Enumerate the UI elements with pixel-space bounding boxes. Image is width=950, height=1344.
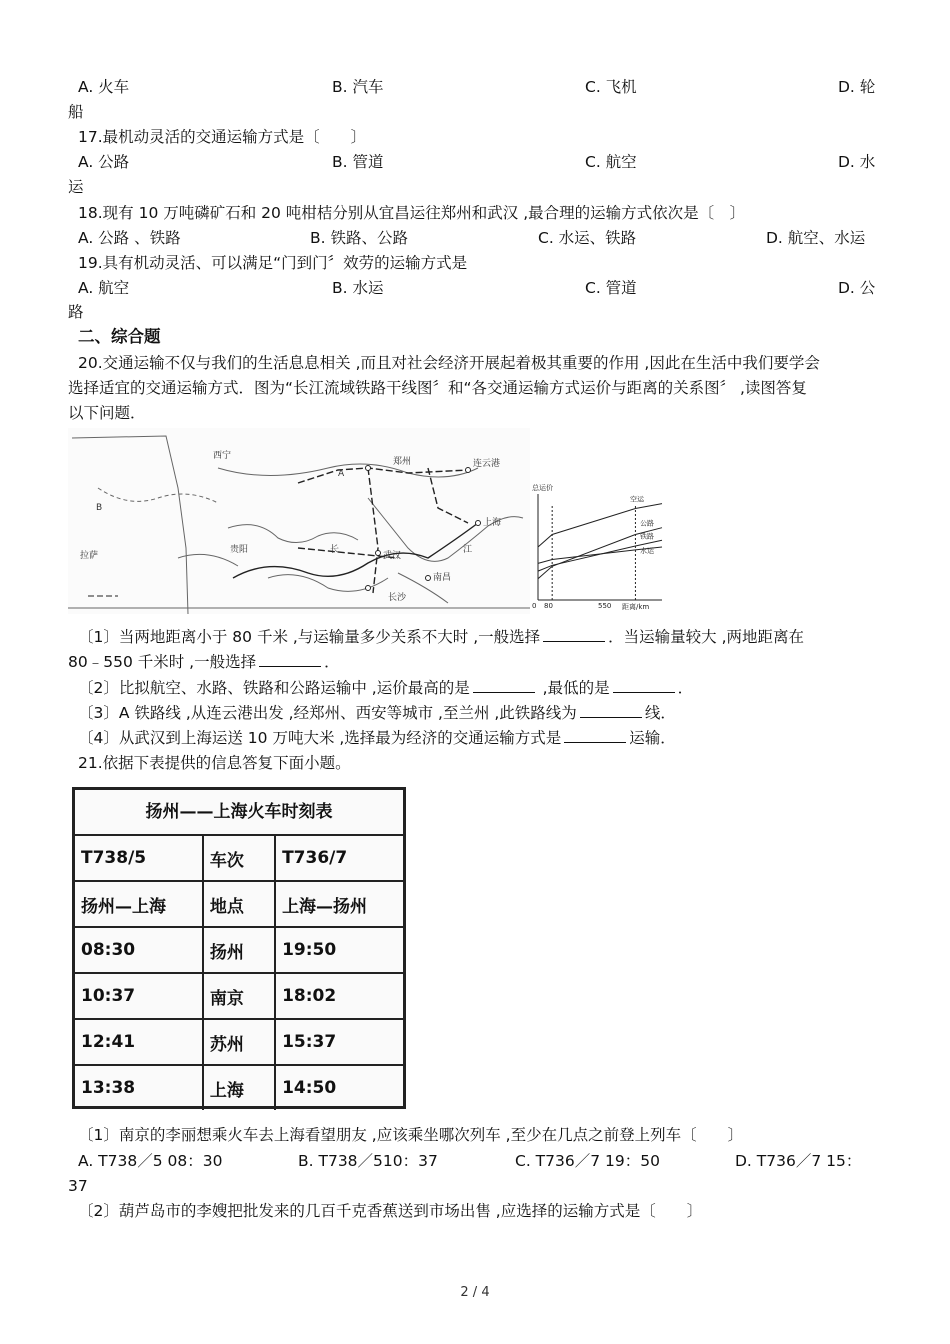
q16-option-d: D. 轮 <box>838 78 876 96</box>
q19-option-a: A. 航空 <box>78 279 130 297</box>
q16-option-b: B. 汽车 <box>332 78 384 96</box>
timetable-cell: 扬州 <box>203 927 275 973</box>
q19-option-d: D. 公 <box>838 279 876 297</box>
timetable-cell: 12:41 <box>75 1019 203 1065</box>
q20-s1-line2 <box>68 652 340 672</box>
timetable-row <box>75 836 403 881</box>
train-timetable <box>72 787 406 1109</box>
q21-s1-option-b: B. T738／510：37 <box>298 1152 438 1170</box>
map-label-shanghai: 上海 <box>483 518 502 528</box>
chart-legend-3: 水运 <box>640 547 654 555</box>
chart-line-2 <box>538 540 662 571</box>
q18-option-a: A. 公路 、铁路 <box>78 229 181 247</box>
timetable-cell: 13:38 <box>75 1065 203 1110</box>
section-heading: 二、综合题 <box>78 327 161 346</box>
q17-option-d-wrap: 运 <box>68 178 84 196</box>
map-label-lianyungang: 连云港 <box>473 459 501 469</box>
chart-tick-0: 0 <box>532 602 537 610</box>
q20-s4-text-b: 运输． <box>629 729 676 747</box>
timetable-cell: 扬州—上海 <box>75 881 203 927</box>
q20-s3-text-b: 线． <box>644 704 676 722</box>
q20-s1-text-b: ．当运输量较大 ,两地距离在 <box>608 628 805 646</box>
q20-s1-blank-1[interactable] <box>543 627 605 642</box>
map-label-b: B <box>96 503 103 513</box>
map-label-a: A <box>338 469 345 479</box>
timetable-cell: 19:50 <box>275 927 403 973</box>
q17-stem: 17.最机动灵活的交通运输方式是〔 〕 <box>78 128 367 146</box>
q20-s4-text-a: 〔4〕从武汉到上海运送 10 万吨大米 ,选择最为经济的交通运输方式是 <box>78 729 562 747</box>
chart-xlabel: 距离/km <box>622 603 650 611</box>
q19-option-d-wrap: 路 <box>68 303 84 321</box>
q20-s3 <box>78 703 676 723</box>
map-label-lasa: 拉萨 <box>80 551 99 561</box>
chart-legend-2: 铁路 <box>640 532 654 541</box>
timetable-cell: 15:37 <box>275 1019 403 1065</box>
q21-s2-stem: 〔2〕葫芦岛市的李嫂把批发来的几百千克香蕉送到市场出售 ,应选择的运输方式是〔 〕 <box>78 1202 703 1220</box>
q16-option-c: C. 飞机 <box>585 78 637 96</box>
q17-option-d: D. 水 <box>838 153 876 171</box>
timetable-row <box>75 973 403 1019</box>
q21-s1-option-d-wrap: 37 <box>68 1177 88 1195</box>
timetable-title: 扬州——上海火车时刻表 <box>75 790 403 836</box>
timetable-grid <box>75 836 403 1110</box>
q20-s4-blank[interactable] <box>564 728 626 743</box>
timetable-row <box>75 927 403 973</box>
timetable-cell: 14:50 <box>275 1065 403 1110</box>
price-distance-chart <box>530 482 670 612</box>
map-label-nanchang: 南昌 <box>433 573 452 583</box>
q20-s3-blank[interactable] <box>580 703 642 718</box>
timetable-cell: 08:30 <box>75 927 203 973</box>
timetable-cell: T738/5 <box>81 848 147 868</box>
timetable-cell: 地点 <box>203 881 275 927</box>
chart-legend-1: 公路 <box>640 519 654 528</box>
map-label-zhengzhou: 郑州 <box>393 457 412 467</box>
map-label-chang: 长 <box>330 545 340 555</box>
map-label-jiang: 江 <box>463 545 473 555</box>
timetable-row <box>75 881 403 927</box>
timetable-row <box>75 1065 403 1110</box>
timetable-cell: 上海—扬州 <box>275 881 403 927</box>
q20-s3-text-a: 〔3〕A 铁路线 ,从连云港出发 ,经郑州、西安等城市 ,至兰州 ,此铁路线为 <box>78 704 577 722</box>
map-label-changsha: 长沙 <box>388 593 407 603</box>
chart-tick-550: 550 <box>598 602 612 610</box>
page-number: 2 / 4 <box>460 1285 490 1300</box>
q21-s1-stem: 〔1〕南京的李丽想乘火车去上海看望朋友 ,应该乘坐哪次列车 ,至少在几点之前登上列车〔 〕 <box>78 1126 744 1144</box>
q20-stem-line2: 选择适宜的交通运输方式．图为“长江流域铁路干线图〞和“各交通运输方式运价与距离的关系图〞 ,读图答复 <box>68 379 807 397</box>
q20-s2-text-b: ,最低的是 <box>537 679 610 697</box>
timetable-cell: 上海 <box>203 1065 275 1110</box>
q20-s1-blank-2[interactable] <box>259 652 321 667</box>
chart-legend-0: 空运 <box>630 495 644 504</box>
q20-s1-line1 <box>78 627 804 647</box>
q17-option-a: A. 公路 <box>78 153 130 171</box>
timetable-cell: 苏州 <box>203 1019 275 1065</box>
timetable-cell: 车次 <box>203 836 275 881</box>
q19-option-c: C. 管道 <box>585 279 637 297</box>
q20-s4 <box>78 728 676 748</box>
q17-option-c: C. 航空 <box>585 153 637 171</box>
q21-s1-option-c: C. T736／7 19：50 <box>515 1152 660 1170</box>
q19-option-b: B. 水运 <box>332 279 384 297</box>
q20-s1-text-c: 80﹣550 千米时 ,一般选择 <box>68 653 257 671</box>
timetable-cell: 10:37 <box>75 973 203 1019</box>
timetable-cell: 18:02 <box>275 973 403 1019</box>
q21-s1-option-a: A. T738／5 08：30 <box>78 1152 223 1170</box>
q21-stem: 21.依据下表提供的信息答复下面小题。 <box>78 754 351 772</box>
q20-s2-text-a: 〔2〕比拟航空、水路、铁路和公路运输中 ,运价最高的是 <box>78 679 470 697</box>
q20-s2-text-c: ． <box>677 679 694 697</box>
q18-option-d: D. 航空、水运 <box>766 229 866 247</box>
q19-stem: 19.具有机动灵活、可以满足“门到门〞效劳的运输方式是 <box>78 254 468 272</box>
timetable-cell: 南京 <box>203 973 275 1019</box>
q21-s1-option-d: D. T736／7 15： <box>735 1152 862 1170</box>
timetable-cell: T736/7 <box>275 836 403 881</box>
q20-s2-blank-2[interactable] <box>613 678 675 693</box>
map-label-xining: 西宁 <box>213 451 232 461</box>
q18-option-b: B. 铁路、公路 <box>310 229 408 247</box>
q16-option-a: A. 火车 <box>78 78 130 96</box>
q17-option-b: B. 管道 <box>332 153 384 171</box>
timetable-row <box>75 1019 403 1065</box>
chart-tick-80: 80 <box>544 602 553 610</box>
map-label-guiyang: 贵阳 <box>230 545 249 555</box>
map-label-wuhan: 武汉 <box>383 551 402 561</box>
q18-option-c: C. 水运、铁路 <box>538 229 637 247</box>
q20-stem-line1: 20.交通运输不仅与我们的生活息息相关 ,而且对社会经济开展起着极其重要的作用 ,因此在生活中我们要学会 <box>78 354 820 372</box>
yangtze-railway-map <box>68 428 530 614</box>
q20-s2-blank-1[interactable] <box>473 678 535 693</box>
q20-stem-line3: 以下问题． <box>68 404 146 422</box>
q16-option-d-wrap: 船 <box>68 103 84 121</box>
chart-ylabel: 总运价 <box>532 484 553 492</box>
q20-s1-text-d: ． <box>324 653 340 671</box>
q18-stem: 18.现有 10 万吨磷矿石和 20 吨柑桔分别从宜昌运往郑州和武汉 ,最合理的运输方式依次是〔 〕 <box>78 204 746 222</box>
q20-s2 <box>78 678 693 698</box>
q20-s1-text-a: 〔1〕当两地距离小于 80 千米 ,与运输量多少关系不大时 ,一般选择 <box>78 628 541 646</box>
